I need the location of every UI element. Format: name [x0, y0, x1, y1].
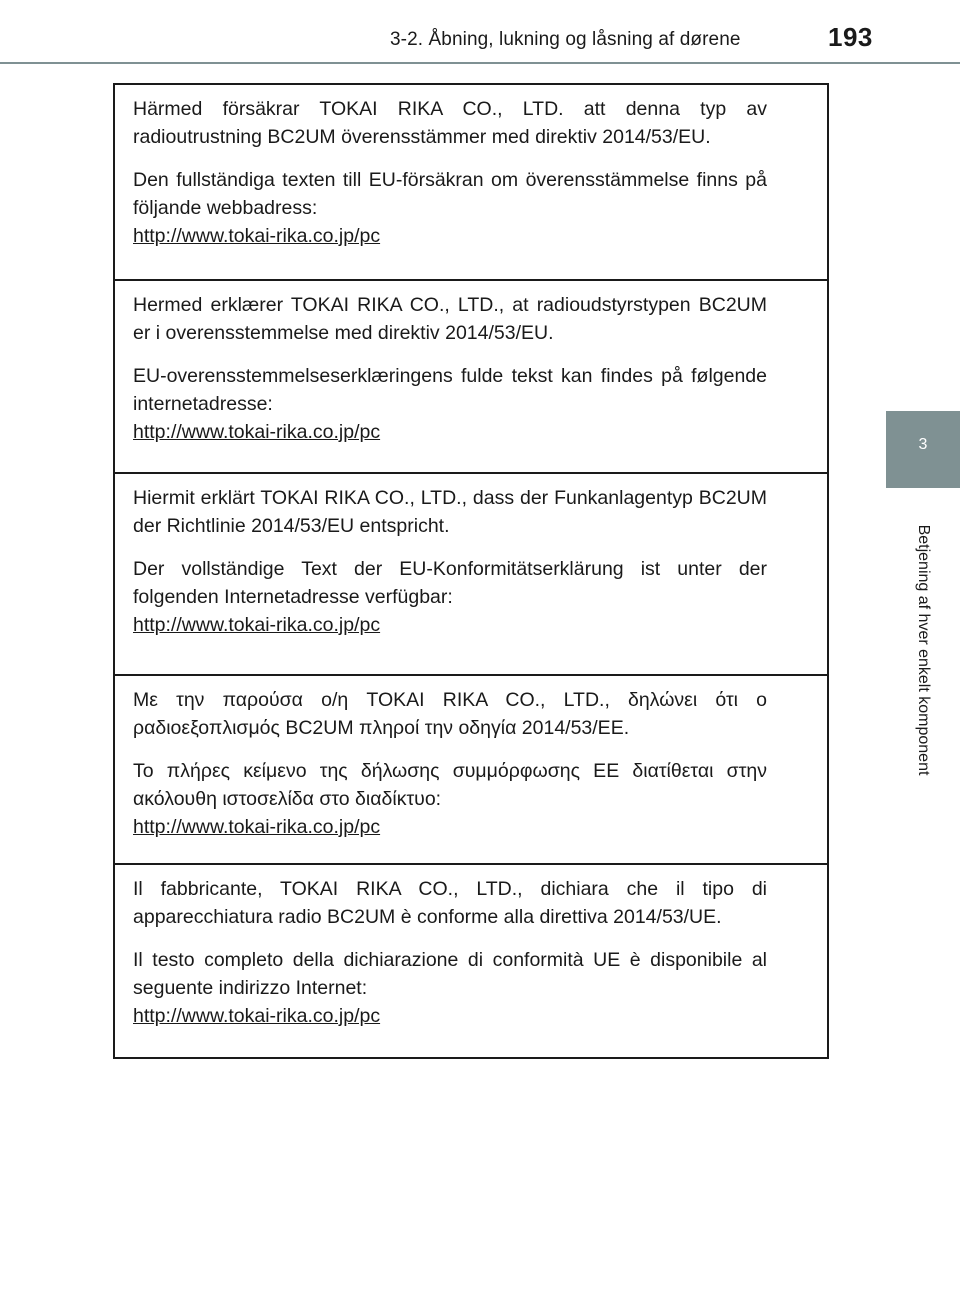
page-number: 193	[828, 22, 873, 52]
declaration-availability: Den fullständiga texten till EU-försäkran om överensstämmelse finns på följande webbadress:	[133, 169, 767, 219]
header-divider	[0, 62, 960, 64]
declaration-url-link[interactable]: http://www.tokai-rika.co.jp/pc	[133, 816, 381, 838]
chapter-title: Betjening af hver enkelt komponent	[915, 524, 932, 776]
chapter-tab	[886, 411, 960, 488]
declaration-availability: Der vollständige Text der EU-Konformitätserklärung ist unter der folgenden Internetadresse verfügbar:	[133, 558, 767, 608]
declaration-greek	[115, 674, 827, 863]
declaration-statement: Με την παρούσα ο/η TOKAI RIKA CO., LTD., δηλώνει ότι ο ραδιοεξοπλισμός BC2UM πληροί την οδηγία 2014/53/ΕΕ.	[133, 689, 767, 739]
declaration-availability: EU-overensstemmelseserklæringens fulde tekst kan findes på følgende internetadresse:	[133, 365, 767, 415]
declaration-german	[115, 472, 827, 674]
declaration-danish	[115, 279, 827, 472]
declaration-url-link[interactable]: http://www.tokai-rika.co.jp/pc	[133, 614, 381, 636]
declaration-url-link[interactable]: http://www.tokai-rika.co.jp/pc	[133, 225, 381, 247]
section-title: 3-2. Åbning, lukning og låsning af dørene	[390, 29, 741, 50]
declaration-url-link[interactable]: http://www.tokai-rika.co.jp/pc	[133, 1005, 381, 1027]
declarations-table	[113, 83, 829, 1059]
declaration-url-link[interactable]: http://www.tokai-rika.co.jp/pc	[133, 421, 381, 443]
chapter-number: 3	[918, 436, 928, 453]
declaration-availability: Il testo completo della dichiarazione di conformità UE è disponibile al seguente indirizzo Internet:	[133, 949, 767, 999]
declaration-availability: Το πλήρες κείμενο της δήλωσης συμμόρφωσης ΕΕ διατίθεται στην ακόλουθη ιστοσελίδα στο διαδίκτυο:	[133, 760, 767, 810]
declaration-italian	[115, 863, 827, 1057]
declaration-statement: Härmed försäkrar TOKAI RIKA CO., LTD. att denna typ av radioutrustning BC2UM överensstämmer med direktiv 2014/53/EU.	[133, 98, 767, 148]
declaration-swedish	[115, 85, 827, 279]
declaration-statement: Il fabbricante, TOKAI RIKA CO., LTD., dichiara che il tipo di apparecchiatura radio BC2UM è conforme alla direttiva 2014/53/UE.	[133, 878, 767, 928]
declaration-statement: Hiermit erklärt TOKAI RIKA CO., LTD., dass der Funkanlagentyp BC2UM der Richtlinie 2014/53/EU entspricht.	[133, 487, 767, 537]
declaration-statement: Hermed erklærer TOKAI RIKA CO., LTD., at radioudstyrstypen BC2UM er i overensstemmelse med direktiv 2014/53/EU.	[133, 294, 767, 344]
